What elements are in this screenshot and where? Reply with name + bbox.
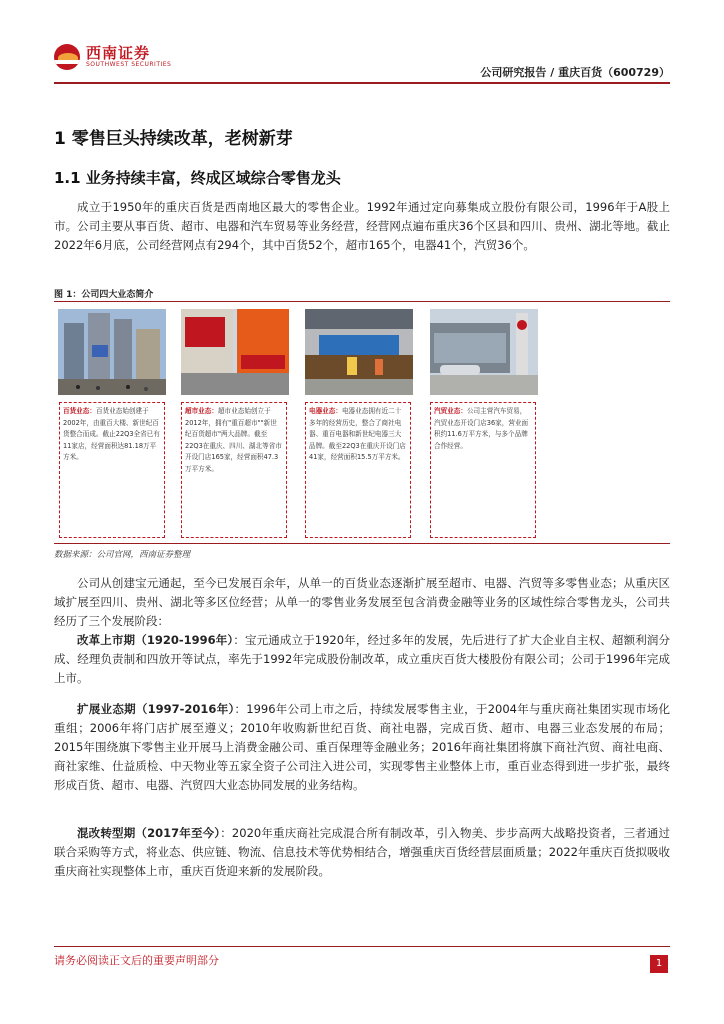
auto-trade-tag: 汽贸业态：	[434, 407, 467, 415]
electronics-tag: 电器业态：	[309, 407, 342, 415]
department-store-text: 百货业态始创建于2002年，由重百大楼、新世纪百货整合而成。截止22Q3全省已有11家店，经营面积达81.18万平方米。	[63, 407, 160, 462]
body-paragraph-2	[54, 631, 670, 688]
department-store-photo	[58, 309, 166, 395]
phase-1-text: ：宝元通成立于1920年，经过多年的发展，先后进行了扩大企业自主权、超额利润分成、经理负责制和四放开等试点，率先于1992年完成股份制改革，成立重庆百货大楼股份有限公司；公司于1996年完成上市。	[54, 633, 670, 685]
supermarket-text: 超市业态始创立于2012年，拥有"重百超市""新世纪百货超市"两大品牌。截至22Q3在重庆、四川、湖北等省市开设门店165家，经营面积47.3万平方米。	[185, 407, 282, 473]
figure-bottom-rule	[54, 543, 670, 544]
body-paragraph-3	[54, 700, 670, 795]
figure-source: 数据来源：公司官网，西南证券整理	[54, 550, 191, 560]
phase-1-label: 改革上市期（1920-1996年）	[77, 633, 234, 647]
supermarket-photo	[181, 309, 289, 395]
footer-divider	[54, 946, 670, 947]
report-title: 公司研究报告 / 重庆百货（600729）	[480, 66, 670, 79]
phase-2-text: ：1996年公司上市之后，持续发展零售主业，于2004年与重庆商社集团实现市场化重组；2006年将门店扩展至遵义；2010年收购新世纪百货、商社电器，完成百货、超市、电器三业态发展的布局；2015年围绕旗下零售主业开展马上消费金融公司、重百保理等金融业务；2016年商社集团将旗下商社汽贸、商社电商、商社家维、仕益质检、中天物业等五家全资子公司注入进公司，实现零售主业整体上市，重百业态得到进一步扩张，最终形成百货、超市、电器、汽贸四大业态协同发展的业务结构。	[54, 702, 670, 792]
phase-3-text: ：2020年重庆商社完成混合所有制改革，引入物美、步步高两大战略投资者，三者通过联合采购等方式，将业态、供应链、物流、信息技术等优势相结合，增强重庆百货经营层面质量；2022年重庆百货拟吸收重庆商社实现整体上市，重庆百货迎来新的发展阶段。	[54, 826, 670, 878]
logo-chinese-name: 西南证券	[86, 44, 151, 62]
subsection-heading: 1.1 业务持续丰富，终成区域综合零售龙头	[54, 169, 341, 187]
supermarket-description	[181, 402, 287, 538]
electronics-text: 电器业态拥有近二十多年的经营历史，整合了商社电器、重百电器和新世纪电器三大品牌。截至22Q3在重庆开设门店41家，经营面积15.5万平方米。	[309, 407, 406, 462]
electronics-description	[305, 402, 411, 538]
supermarket-tag: 超市业态：	[185, 407, 218, 415]
figure-caption: 图 1：公司四大业态简介	[54, 290, 154, 300]
figure-top-rule	[54, 301, 670, 302]
page-number: 1	[650, 955, 668, 973]
header-divider	[54, 82, 670, 84]
phase-3-label: 混改转型期（2017年至今）	[77, 826, 221, 840]
phase-2-label: 扩展业态期（1997-2016年）	[77, 702, 235, 716]
auto-trade-description	[430, 402, 536, 538]
section-heading: 1 零售巨头持续改革，老树新芽	[54, 129, 293, 149]
page-header	[0, 0, 724, 84]
intro-paragraph: 成立于1950年的重庆百货是西南地区最大的零售企业。1992年通过定向募集成立股份有限公司，1996年于A股上市。公司主要从事百货、超市、电器和汽车贸易等业务经营，经营网点遍布重庆36个区县和四川、贵州、湖北等地。截止2022年6月底，公司经营网点有294个，其中百货52个，超市165个，电器41个，汽贸36个。	[54, 200, 670, 252]
body-paragraph-4	[54, 824, 670, 881]
auto-trade-text: 公司主营汽车贸易，汽贸业态开设门店36家，营业面积约11.6万平方米，与多个品牌合作经营。	[434, 407, 529, 450]
logo-english-name: SOUTHWEST SECURITIES	[86, 61, 172, 68]
body-paragraph-1: 公司从创建宝元通起，至今已发展百余年，从单一的百货业态逐渐扩展至超市、电器、汽贸等多零售业态；从重庆区域扩展至四川、贵州、湖北等多区位经营；从单一的零售业务发展至包含消费金融等业务的区域性综合零售龙头，公司共经历了三个发展阶段：	[54, 576, 670, 628]
car-dealership-photo	[430, 309, 538, 395]
department-store-tag: 百货业态：	[63, 407, 96, 415]
logo-sun-icon	[54, 44, 80, 70]
company-logo	[54, 44, 171, 70]
electronics-store-photo	[305, 309, 413, 395]
department-store-description	[59, 402, 165, 538]
footer-disclaimer: 请务必阅读正文后的重要声明部分	[54, 954, 219, 967]
